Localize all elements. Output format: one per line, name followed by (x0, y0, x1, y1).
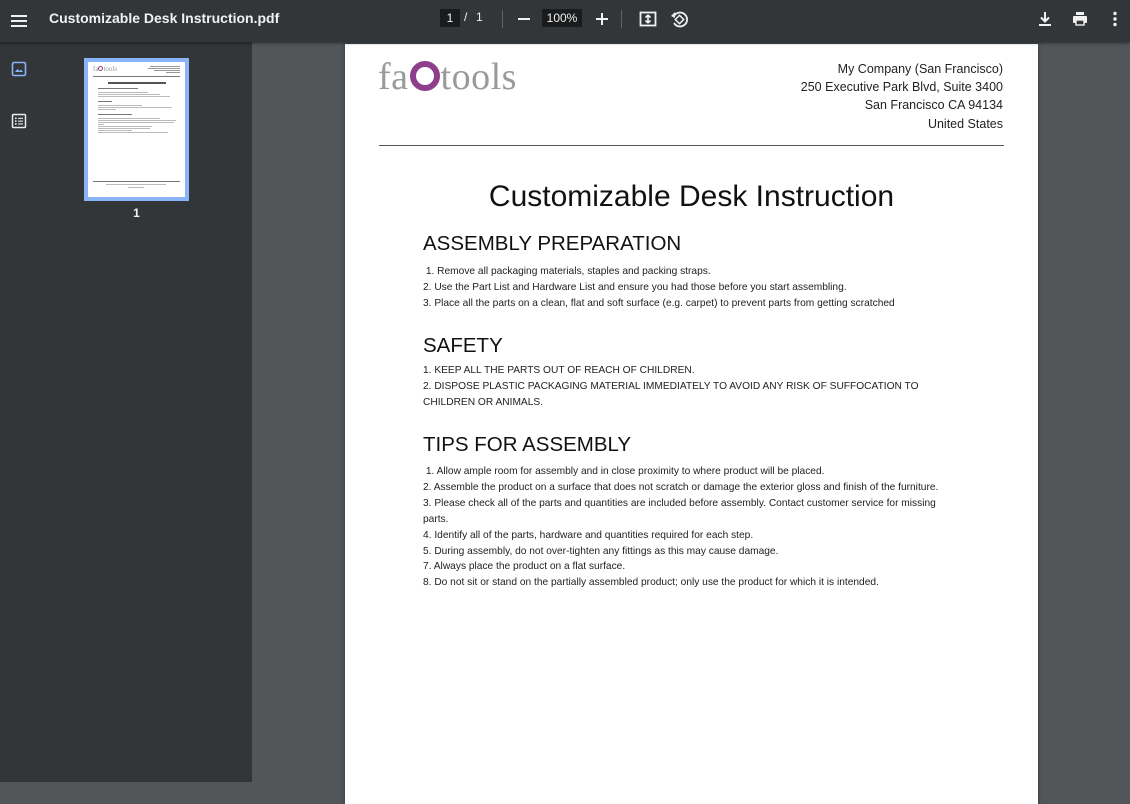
list-item: 2. Use the Part List and Hardware List and ensure you had those before you start assembling. (423, 281, 847, 293)
toolbar-divider (621, 10, 622, 28)
thumbnail-page-number: 1 (133, 206, 140, 220)
list-item: parts. (423, 513, 449, 525)
thumbnail-logo: fa tools (93, 65, 118, 73)
list-item: 3. Please check all of the parts and quantities are included before assembly. Contact customer service for missing (423, 497, 936, 509)
pdf-page (345, 44, 1038, 804)
address-line: San Francisco CA 94134 (864, 98, 1003, 113)
thumbnail-view-icon[interactable] (10, 60, 28, 78)
list-item: 2. DISPOSE PLASTIC PACKAGING MATERIAL IMMEDIATELY TO AVOID ANY RISK OF SUFFOCATION TO (423, 380, 919, 392)
outline-view-icon[interactable] (10, 112, 28, 130)
section-body-tips-for-assembly (423, 464, 968, 591)
section-heading-tips-for-assembly: TIPS FOR ASSEMBLY (423, 433, 632, 456)
section-body-assembly-preparation (423, 264, 968, 312)
list-item: 8. Do not sit or stand on the partially assembled product; only use the product for which it is intended. (423, 577, 879, 589)
company-address (801, 60, 1003, 133)
page-separator: / (464, 10, 468, 24)
list-item: 2. Assemble the product on a surface that does not scratch or damage the exterior gloss and finish of the furniture. (423, 481, 939, 493)
document-heading: Customizable Desk Instruction (488, 180, 895, 213)
document-title: Customizable Desk Instruction.pdf (49, 10, 280, 26)
list-item: 4. Identify all of the parts, hardware and quantities required for each step. (423, 529, 754, 541)
thumbnail-sidebar (0, 42, 252, 782)
section-body-safety (423, 363, 968, 411)
list-item: 3. Place all the parts on a clean, flat and soft surface (e.g. carpet) to prevent parts from getting scratched (423, 297, 895, 309)
address-line: United States (927, 116, 1003, 131)
list-item: 1. KEEP ALL THE PARTS OUT OF REACH OF CHILDREN. (423, 365, 695, 376)
print-icon[interactable] (1069, 8, 1091, 30)
logo-ring-icon (410, 61, 440, 91)
list-item: CHILDREN OR ANIMALS. (423, 396, 544, 408)
zoom-in-icon[interactable] (591, 8, 613, 30)
company-logo: fa tools (378, 56, 517, 98)
address-line: 250 Executive Park Blvd, Suite 3400 (800, 80, 1003, 95)
list-item: 1. Allow ample room for assembly and in close proximity to where product will be placed. (423, 466, 825, 477)
page-thumbnail[interactable] (84, 58, 189, 201)
page-number-input[interactable]: 1 (440, 9, 460, 27)
page-total: 1 (476, 10, 483, 24)
toolbar-divider (502, 10, 503, 28)
zoom-out-icon[interactable] (513, 8, 535, 30)
section-heading-assembly-preparation: ASSEMBLY PREPARATION (423, 232, 682, 255)
list-item: 7. Always place the product on a flat surface. (423, 561, 626, 573)
pdf-toolbar (0, 0, 1130, 42)
fit-page-icon[interactable] (637, 8, 659, 30)
section-heading-safety: SAFETY (423, 334, 503, 357)
header-divider (379, 145, 1004, 146)
rotate-icon[interactable] (668, 8, 690, 30)
list-item: 5. During assembly, do not over-tighten any fittings as this may cause damage. (423, 545, 779, 557)
more-icon[interactable] (1104, 8, 1126, 30)
address-line: My Company (San Francisco) (837, 62, 1003, 76)
zoom-level-input[interactable]: 100% (542, 9, 582, 27)
download-icon[interactable] (1034, 8, 1056, 30)
menu-icon[interactable] (8, 6, 30, 36)
list-item: 1. Remove all packaging materials, staples and packing straps. (423, 266, 711, 277)
thumbnail-page-preview (88, 62, 185, 197)
